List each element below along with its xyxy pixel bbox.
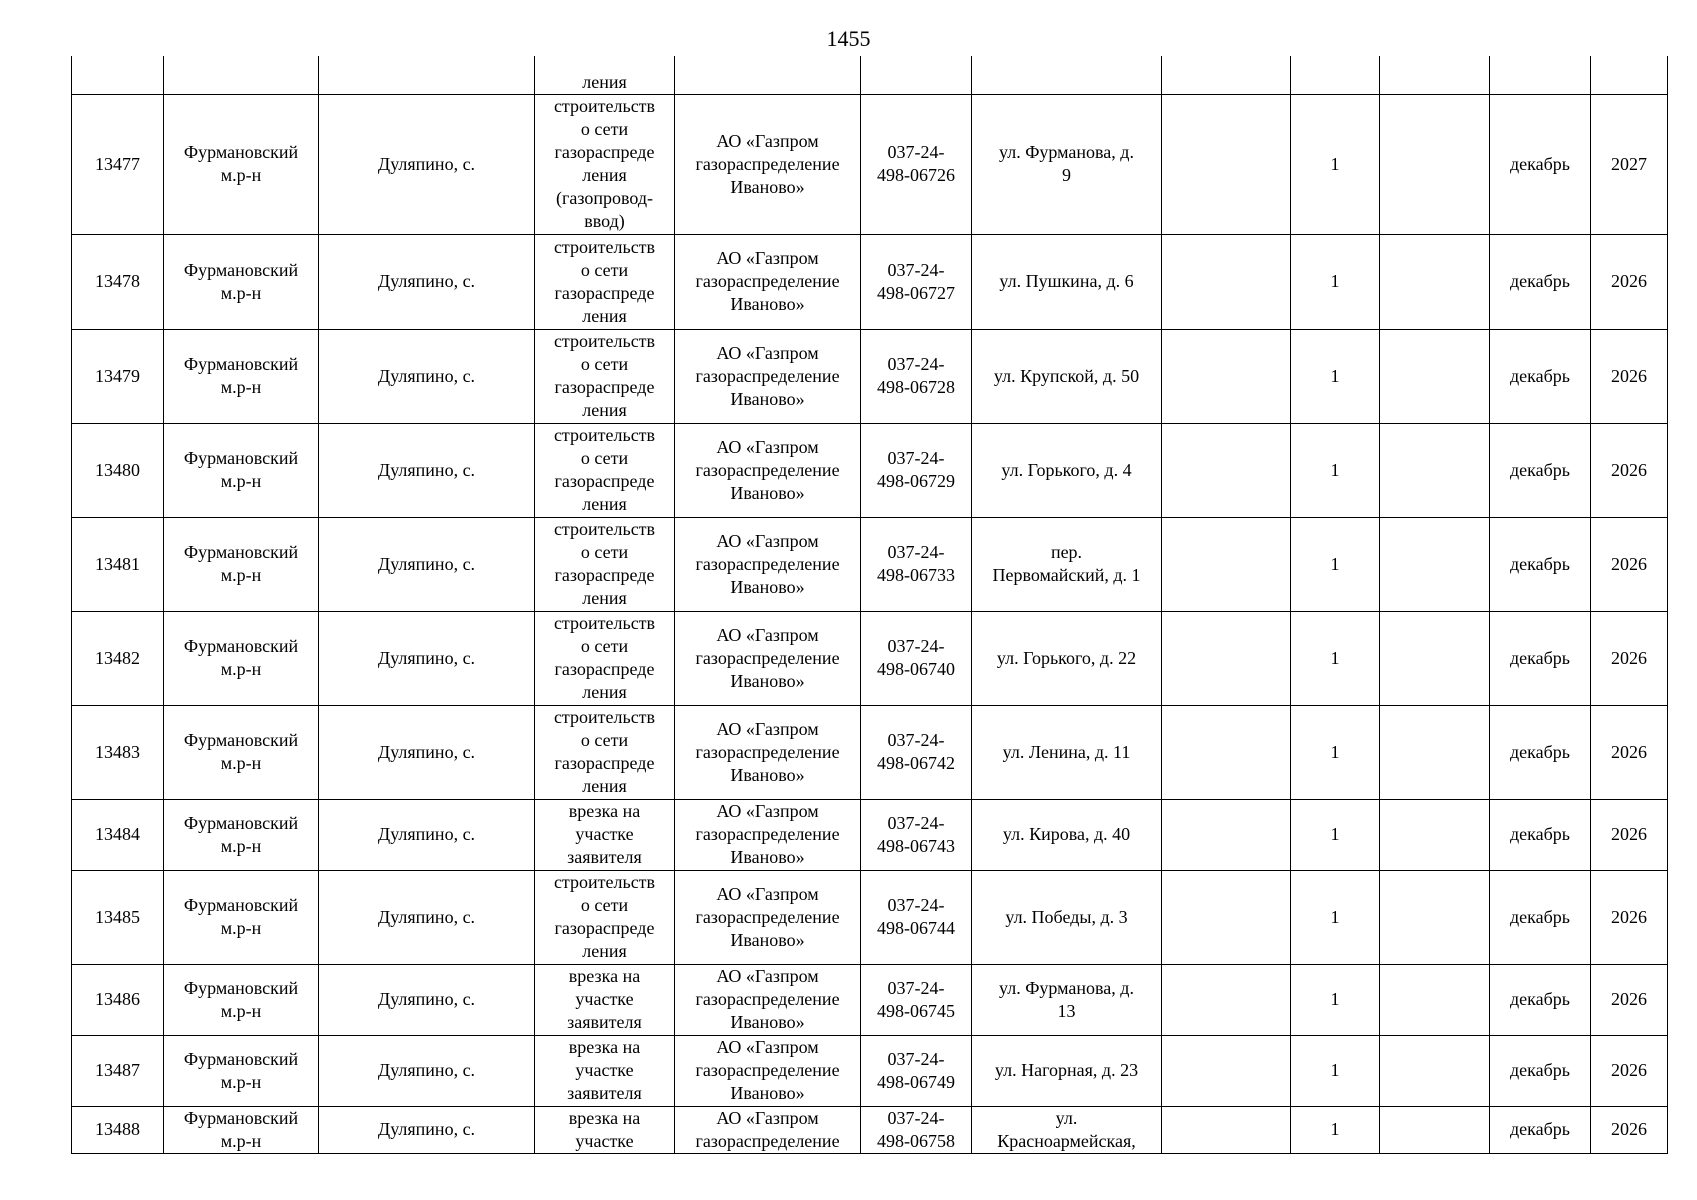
cell-year-text: 2026 [1611,741,1647,762]
cell-settlement [319,799,535,870]
cell-num [72,234,164,329]
cell-settlement-text: Дуляпино, с. [377,741,476,762]
cell-month-text: декабрь [1510,824,1570,844]
cell-work-type-text: врезка на участке заявителя [567,801,642,867]
cell-address [972,423,1162,517]
cell-work-type-text: врезка на участке [568,1107,641,1151]
cell-code [861,94,972,234]
cell-district-text: Фурмановский м.р-н [183,354,299,397]
cell-num [72,799,164,870]
cell-address [972,1035,1162,1106]
cell-settlement [319,611,535,705]
cell-col8 [1162,517,1291,611]
page-number: 1455 [826,26,871,51]
cell-address [972,329,1162,423]
cell-num-text: 13480 [95,459,140,480]
cell-code-text: 037-24- 498-06749 [877,1048,955,1092]
cell-district-text: Фурмановский м.р-н [183,730,299,773]
cell-code-text: 037-24- 498-06729 [877,448,955,491]
cell-month [1490,870,1591,964]
cell-col10 [1380,870,1490,964]
cell-col10 [1380,1035,1490,1106]
cell-code [861,705,972,799]
cell-col10 [1380,611,1490,705]
cell-work-type-text: строительств о сети газораспреде ления [553,331,656,420]
cell-address-text: ул. Красноармейская, [997,1107,1136,1151]
cell-col10 [1380,329,1490,423]
cell-work-type-text: строительств о сети газораспреде ления [553,707,656,796]
cell-month [1490,964,1591,1035]
cell-year [1591,964,1668,1035]
cell-work-type-text: строительств о сети газораспреде ления (газопровод- ввод) [553,96,656,231]
cell-num [72,94,164,234]
cell-org [675,56,861,94]
cell-col8 [1162,329,1291,423]
cell-settlement-text: Дуляпино, с. [377,459,476,480]
cell-address [972,234,1162,329]
cell-org [675,1035,861,1106]
cell-work-type [535,1035,675,1106]
cell-year [1591,94,1668,234]
cell-work-type [535,517,675,611]
cell-work-type [535,870,675,964]
cell-num [72,423,164,517]
cell-org [675,964,861,1035]
cell-org [675,423,861,517]
cell-district-text: Фурмановский м.р-н [183,542,299,585]
cell-work-type [535,1106,675,1153]
cell-org [675,517,861,611]
cell-num-text: 13488 [95,1119,140,1139]
cell-code-text: 037-24- 498-06728 [877,354,955,397]
cell-org-text: АО «Газпром газораспределение Иваново» [695,718,840,785]
cell-settlement-text: Дуляпино, с. [377,1119,476,1139]
cell-num-text: 13477 [95,153,140,174]
cell-district [164,705,319,799]
cell-address [972,964,1162,1035]
cell-year [1591,705,1668,799]
cell-settlement [319,234,535,329]
cell-year [1591,611,1668,705]
cell-qty [1291,56,1380,94]
cell-district [164,329,319,423]
cell-work-type-text: строительств о сети газораспреде ления [553,613,656,702]
cell-address-text: ул. Пушкина, д. 6 [999,271,1134,291]
cell-code [861,56,972,94]
cell-month-text: декабрь [1510,553,1570,574]
cell-district [164,94,319,234]
cell-work-type [535,329,675,423]
cell-qty [1291,1106,1380,1153]
cell-qty [1291,870,1380,964]
cell-district [164,234,319,329]
cell-district-text: Фурмановский м.р-н [183,812,299,856]
cell-year [1591,870,1668,964]
cell-address-text: ул. Ленина, д. 11 [1002,741,1131,762]
cell-col10 [1380,94,1490,234]
cell-district-text: Фурмановский м.р-н [183,448,299,491]
cell-qty-text: 1 [1330,989,1340,1009]
cell-settlement-text: Дуляпино, с. [377,906,476,927]
cell-work-type-text: строительств о сети газораспреде ления [553,872,656,961]
cell-month [1490,234,1591,329]
cell-num [72,517,164,611]
cell-settlement [319,870,535,964]
cell-num [72,56,164,94]
cell-qty [1291,964,1380,1035]
cell-code [861,234,972,329]
cell-district [164,870,319,964]
cell-settlement [319,94,535,234]
cell-year [1591,56,1668,94]
table-row [72,611,1668,705]
cell-district-text: Фурмановский м.р-н [183,636,299,679]
cell-settlement [319,705,535,799]
cell-year [1591,423,1668,517]
table-row [72,964,1668,1035]
cell-col10 [1380,234,1490,329]
cell-org-text: АО «Газпром газораспределение Иваново» [695,801,840,867]
cell-address [972,611,1162,705]
cell-org-text: АО «Газпром газораспределение Иваново» [695,966,840,1032]
cell-month-text: декабрь [1510,906,1570,927]
cell-district-text: Фурмановский м.р-н [183,142,299,185]
cell-work-type [535,964,675,1035]
cell-year-text: 2026 [1611,553,1647,574]
cell-col8 [1162,870,1291,964]
cell-work-type [535,799,675,870]
cell-year-text: 2026 [1611,1119,1647,1139]
cell-address-text: ул. Кирова, д. 40 [1002,824,1131,844]
cell-year [1591,234,1668,329]
cell-code-text: 037-24- 498-06727 [877,259,955,303]
cell-district-text: Фурмановский м.р-н [183,977,299,1021]
cell-org-text: АО «Газпром газораспределение Иваново» [695,130,840,197]
cell-num-text: 13487 [95,1060,140,1080]
cell-month [1490,799,1591,870]
cell-num [72,964,164,1035]
cell-settlement [319,329,535,423]
cell-col10 [1380,799,1490,870]
cell-address [972,799,1162,870]
cell-work-type [535,94,675,234]
cell-year-text: 2026 [1611,906,1647,927]
cell-district-text: Фурмановский м.р-н [183,259,299,303]
cell-month-text: декабрь [1510,459,1570,480]
cell-code-text: 037-24- 498-06745 [877,977,955,1021]
cell-address-text: ул. Крупской, д. 50 [993,365,1140,386]
cell-qty [1291,329,1380,423]
cell-org-text: АО «Газпром газораспределение [695,1107,840,1151]
cell-code-text: 037-24- 498-06733 [877,542,955,585]
cell-month [1490,1106,1591,1153]
cell-settlement [319,56,535,94]
cell-num [72,1106,164,1153]
cell-col10 [1380,964,1490,1035]
cell-district [164,423,319,517]
cell-district [164,56,319,94]
table-row [72,705,1668,799]
cell-qty-text: 1 [1330,153,1340,174]
cell-work-type-text: строительств о сети газораспреде ления [553,519,656,608]
cell-address-text: ул. Горького, д. 22 [996,647,1137,668]
cell-settlement-text: Дуляпино, с. [377,989,476,1009]
table-row [72,423,1668,517]
table-row [72,1035,1668,1106]
cell-year [1591,1035,1668,1106]
cell-col10 [1380,705,1490,799]
cell-qty-text: 1 [1330,553,1340,574]
cell-code [861,329,972,423]
cell-work-type [535,56,675,94]
cell-org [675,329,861,423]
cell-qty-text: 1 [1330,459,1340,480]
cell-address-text: ул. Фурманова, д. 13 [999,977,1134,1021]
cell-district [164,964,319,1035]
cell-col8 [1162,94,1291,234]
cell-col8 [1162,611,1291,705]
cell-code [861,870,972,964]
cell-code-text: 037-24- 498-06740 [877,636,955,679]
cell-settlement-text: Дуляпино, с. [377,365,476,386]
cell-month-text: декабрь [1510,365,1570,386]
cell-qty [1291,611,1380,705]
cell-num [72,705,164,799]
cell-address-text: ул. Нагорная, д. 23 [994,1060,1139,1080]
cell-address [972,870,1162,964]
cell-year-text: 2026 [1611,824,1647,844]
cell-year [1591,799,1668,870]
cell-org-text: АО «Газпром газораспределение Иваново» [695,883,840,950]
cell-work-type-text: ления [582,71,627,92]
table-row [72,234,1668,329]
cell-month [1490,517,1591,611]
cell-month [1490,329,1591,423]
cell-month [1490,1035,1591,1106]
cell-org [675,705,861,799]
cell-year [1591,329,1668,423]
cell-code-text: 037-24- 498-06758 [877,1107,955,1151]
cell-org [675,799,861,870]
cell-work-type-text: строительств о сети газораспреде ления [553,236,656,326]
cell-col8 [1162,1106,1291,1153]
cell-work-type [535,611,675,705]
cell-num-text: 13479 [95,365,140,386]
cell-col8 [1162,234,1291,329]
cell-col8 [1162,56,1291,94]
cell-district [164,1106,319,1153]
cell-address-text: пер. Первомайский, д. 1 [992,542,1141,585]
cell-code-text: 037-24- 498-06743 [877,812,955,856]
cell-district [164,799,319,870]
cell-settlement-text: Дуляпино, с. [377,1060,476,1080]
cell-district [164,517,319,611]
cell-num [72,870,164,964]
cell-num-text: 13483 [95,741,140,762]
cell-qty-text: 1 [1330,906,1340,927]
cell-work-type [535,234,675,329]
cell-settlement [319,423,535,517]
cell-month-text: декабрь [1510,271,1570,291]
cell-col8 [1162,964,1291,1035]
cell-month [1490,611,1591,705]
cell-month-text: декабрь [1510,741,1570,762]
cell-year-text: 2026 [1611,1060,1647,1080]
cell-org-text: АО «Газпром газораспределение Иваново» [695,342,840,409]
cell-year-text: 2026 [1611,459,1647,480]
table-body [72,56,1668,1153]
cell-num-text: 13484 [95,824,140,844]
cell-col10 [1380,423,1490,517]
cell-month-text: декабрь [1510,1060,1570,1080]
cell-district [164,1035,319,1106]
table-row [72,870,1668,964]
cell-settlement-text: Дуляпино, с. [377,824,476,844]
cell-settlement-text: Дуляпино, с. [377,647,476,668]
cell-district [164,611,319,705]
table-row [72,799,1668,870]
cell-qty-text: 1 [1330,741,1340,762]
cell-address [972,517,1162,611]
cell-work-type [535,705,675,799]
cell-qty-text: 1 [1330,1060,1340,1080]
cell-num [72,1035,164,1106]
cell-settlement-text: Дуляпино, с. [377,153,476,174]
cell-address [972,1106,1162,1153]
cell-qty [1291,705,1380,799]
cell-num [72,329,164,423]
cell-code-text: 037-24- 498-06726 [877,142,955,185]
cell-code [861,964,972,1035]
cell-qty-text: 1 [1330,271,1340,291]
cell-code [861,1106,972,1153]
cell-org-text: АО «Газпром газораспределение Иваново» [695,248,840,314]
cell-num-text: 13478 [95,271,140,291]
cell-work-type-text: врезка на участке заявителя [567,1037,642,1103]
cell-code [861,423,972,517]
cell-qty [1291,94,1380,234]
cell-qty [1291,799,1380,870]
cell-qty-text: 1 [1330,824,1340,844]
cell-month [1490,94,1591,234]
cell-code [861,611,972,705]
cell-num-text: 13482 [95,647,140,668]
cell-qty-text: 1 [1330,1119,1340,1139]
table-row-continued [72,56,1668,94]
cell-code-text: 037-24- 498-06742 [877,730,955,773]
cell-qty [1291,423,1380,517]
cell-month [1490,705,1591,799]
cell-org [675,1106,861,1153]
cell-qty [1291,234,1380,329]
cell-num-text: 13485 [95,906,140,927]
cell-work-type-text: строительств о сети газораспреде ления [553,425,656,514]
cell-qty-text: 1 [1330,365,1340,386]
cell-settlement [319,964,535,1035]
cell-month-text: декабрь [1510,153,1570,174]
cell-qty-text: 1 [1330,647,1340,668]
cell-col10 [1380,517,1490,611]
cell-col10 [1380,1106,1490,1153]
cell-month-text: декабрь [1510,989,1570,1009]
cell-year [1591,1106,1668,1153]
cell-org-text: АО «Газпром газораспределение Иваново» [695,624,840,691]
cell-year-text: 2026 [1611,271,1647,291]
cell-col8 [1162,423,1291,517]
cell-address [972,94,1162,234]
table-row [72,94,1668,234]
cell-address-text: ул. Горького, д. 4 [1001,459,1132,480]
cell-col8 [1162,799,1291,870]
cell-org [675,94,861,234]
cell-org-text: АО «Газпром газораспределение Иваново» [695,436,840,503]
table-row [72,329,1668,423]
cell-num-text: 13486 [95,989,140,1009]
cell-org [675,611,861,705]
cell-code [861,517,972,611]
cell-year-text: 2026 [1611,989,1647,1009]
cell-col10 [1380,56,1490,94]
cell-month-text: декабрь [1510,647,1570,668]
cell-settlement-text: Дуляпино, с. [377,271,476,291]
cell-settlement [319,517,535,611]
cell-year [1591,517,1668,611]
planning-table [71,56,1668,1154]
cell-address-text: ул. Победы, д. 3 [1005,906,1128,927]
cell-col8 [1162,705,1291,799]
cell-district-text: Фурмановский м.р-н [183,895,299,938]
cell-col8 [1162,1035,1291,1106]
cell-org [675,234,861,329]
table-row [72,517,1668,611]
table-row-cut [72,1106,1668,1153]
cell-num-text: 13481 [95,553,140,574]
cell-work-type-text: врезка на участке заявителя [567,966,642,1032]
cell-org [675,870,861,964]
cell-address-text: ул. Фурманова, д. 9 [999,142,1134,185]
cell-qty [1291,517,1380,611]
cell-year-text: 2026 [1611,647,1647,668]
cell-org-text: АО «Газпром газораспределение Иваново» [695,1037,840,1103]
cell-address [972,56,1162,94]
cell-month [1490,56,1591,94]
cell-address [972,705,1162,799]
cell-code [861,1035,972,1106]
cell-org-text: АО «Газпром газораспределение Иваново» [695,530,840,597]
cell-settlement-text: Дуляпино, с. [377,553,476,574]
cell-num [72,611,164,705]
cell-district-text: Фурмановский м.р-н [183,1107,299,1151]
cell-settlement [319,1106,535,1153]
cell-month [1490,423,1591,517]
cell-code-text: 037-24- 498-06744 [877,895,955,938]
cell-qty [1291,1035,1380,1106]
cell-code [861,799,972,870]
cell-settlement [319,1035,535,1106]
cell-work-type [535,423,675,517]
cell-year-text: 2027 [1611,153,1647,174]
cell-month-text: декабрь [1510,1119,1570,1139]
cell-year-text: 2026 [1611,365,1647,386]
cell-district-text: Фурмановский м.р-н [183,1048,299,1092]
